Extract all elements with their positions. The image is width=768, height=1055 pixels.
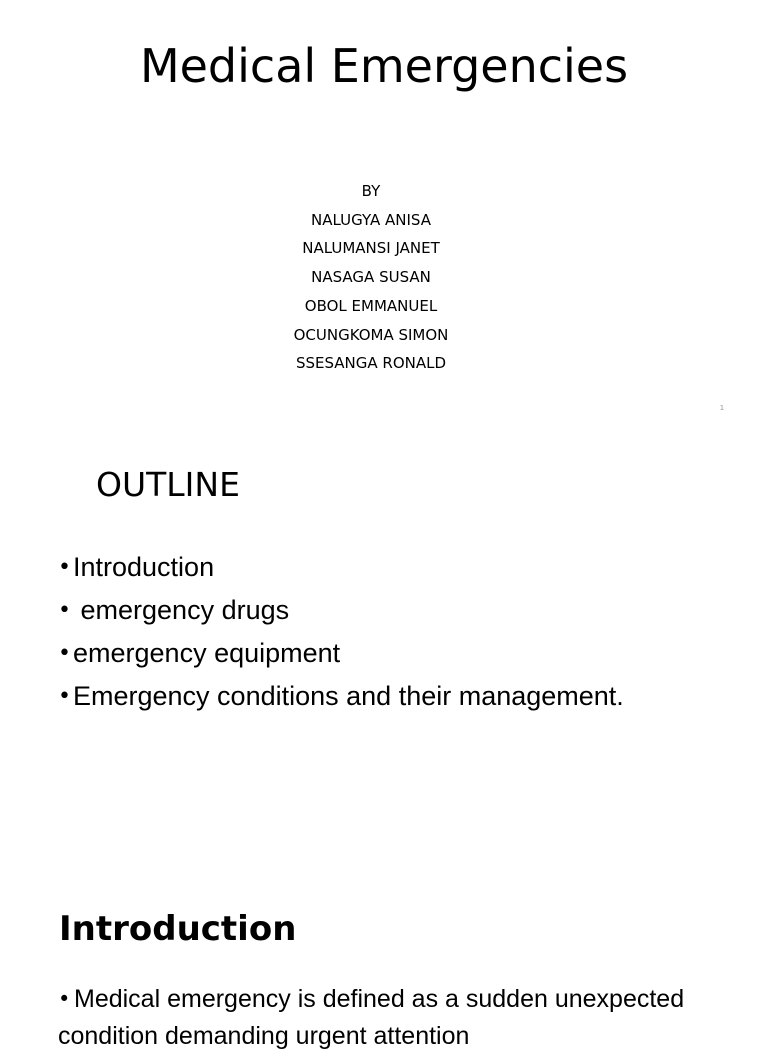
list-item (58, 589, 624, 632)
outline-list (58, 546, 624, 718)
author-line: NALUGYA ANISA (311, 210, 431, 229)
author-line: OCUNGKOMA SIMON (293, 325, 449, 344)
outline-heading: OUTLINE (96, 465, 240, 504)
bullet-icon: • (58, 684, 71, 709)
list-item-text: Emergency conditions and their management. (73, 681, 624, 711)
author-list (221, 177, 521, 378)
list-item (58, 675, 624, 718)
bullet-icon: • (58, 555, 71, 580)
introduction-text: Medical emergency is defined as a sudden unexpected condition demanding urgent attention (58, 985, 685, 1050)
list-item-text: emergency equipment (73, 638, 341, 668)
bullet-icon: • (58, 641, 71, 666)
introduction-body (58, 981, 768, 1050)
introduction-heading: Introduction (59, 909, 297, 949)
list-item (58, 632, 624, 675)
list-item-text: emergency drugs (73, 595, 290, 625)
bullet-icon: • (58, 987, 71, 1011)
slide-title: Medical Emergencies (139, 39, 629, 93)
author-line: NASAGA SUSAN (311, 268, 431, 287)
list-item-text: Introduction (73, 552, 215, 582)
page-number: 1 (719, 404, 725, 412)
author-line: BY (361, 182, 381, 200)
list-item (58, 546, 624, 589)
author-line: SSESANGA RONALD (295, 354, 447, 373)
bullet-icon: • (58, 598, 71, 623)
author-line: OBOL EMMANUEL (304, 296, 438, 315)
author-line: NALUMANSI JANET (302, 239, 440, 258)
